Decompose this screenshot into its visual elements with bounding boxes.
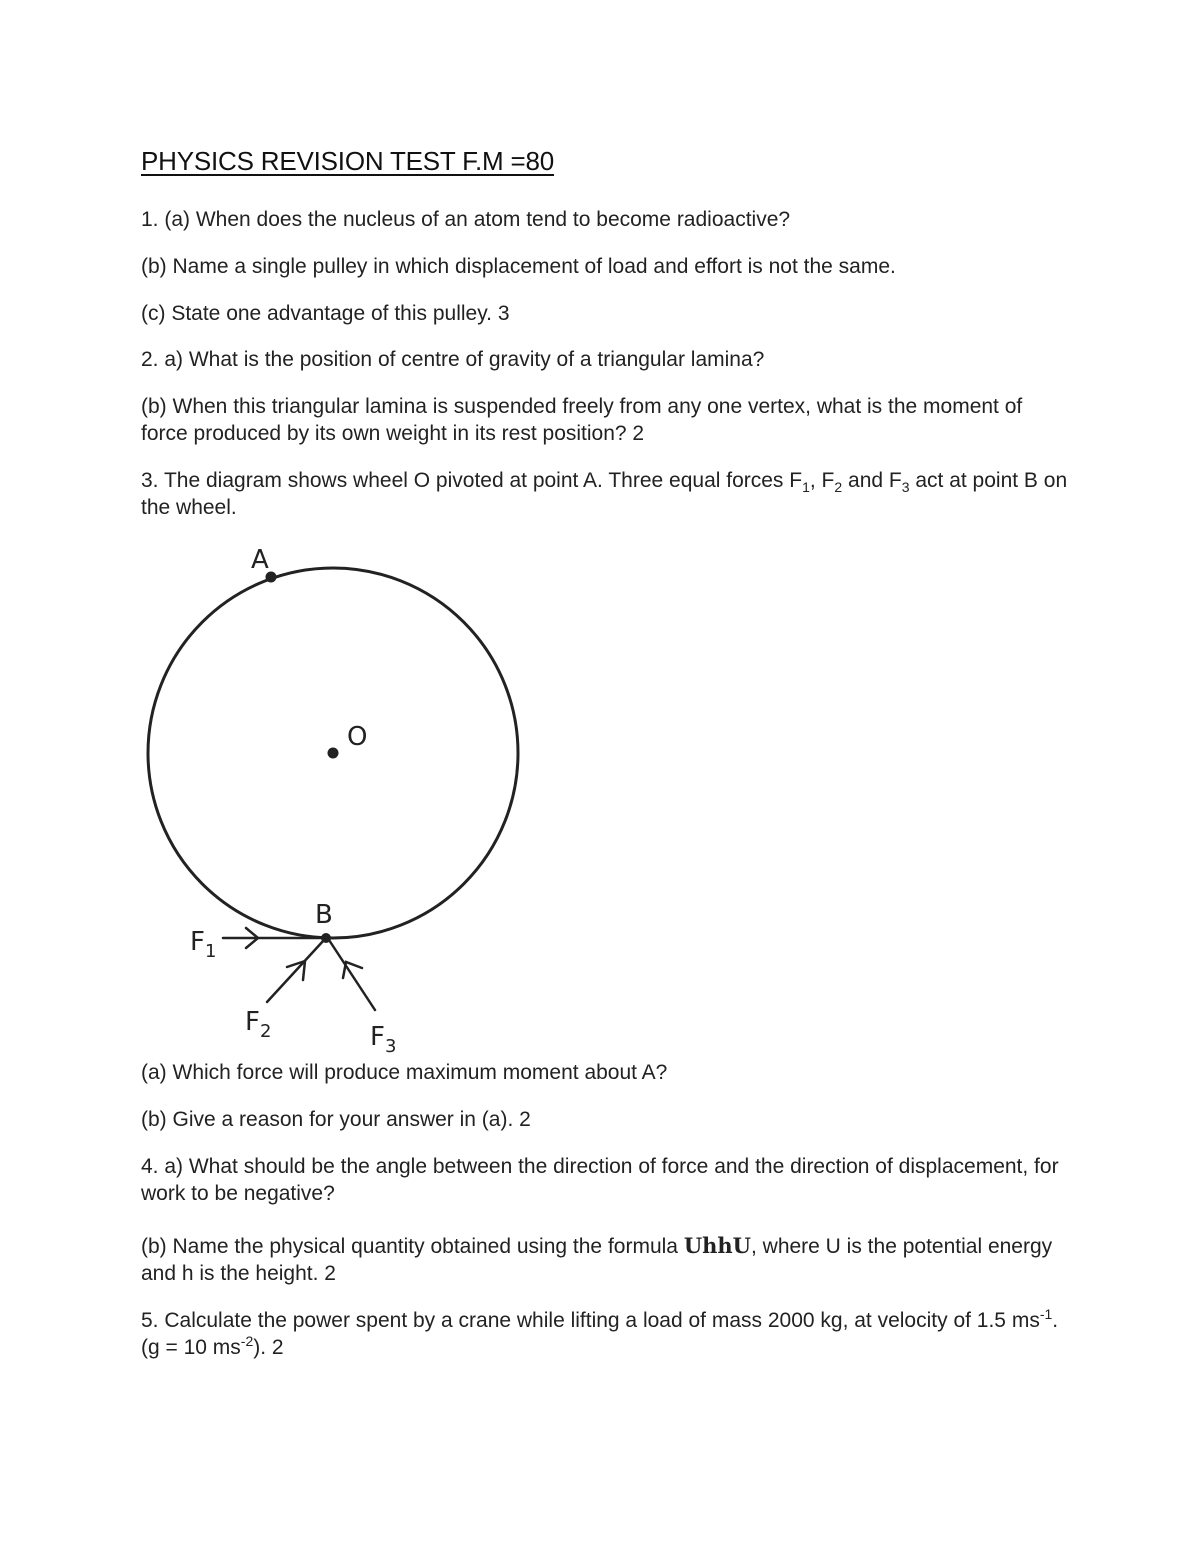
label-f2-letter: F: [245, 1007, 260, 1037]
force-f2-arrow: [267, 940, 324, 1002]
label-b: B: [315, 900, 333, 930]
question-2b: (b) When this triangular lamina is suspended freely from any one vertex, what is the moment of force produced by its own weight in its rest position? 2: [141, 395, 1023, 445]
label-f1: [190, 927, 216, 962]
question-1c: (c) State one advantage of this pulley. 3: [141, 302, 510, 325]
question-4b-text-1: (b) Name the physical quantity obtained using the formula: [141, 1235, 684, 1258]
question-1a: 1. (a) When does the nucleus of an atom tend to become radioactive?: [141, 208, 791, 231]
wheel-diagram: [140, 540, 540, 1055]
question-5-text-2: . (g = 10 ms: [141, 1309, 1059, 1359]
question-5-sup-1: -1: [1039, 1306, 1053, 1322]
question-4b: [141, 1232, 1071, 1287]
question-3b: (b) Give a reason for your answer in (a). 2: [141, 1108, 531, 1131]
question-4b-formula: UhhU: [683, 1233, 751, 1258]
question-1b: (b) Name a single pulley in which displacement of load and effort is not the same.: [141, 255, 896, 278]
label-f1-letter: F: [190, 927, 205, 957]
question-3-text-1: 3. The diagram shows wheel O pivoted at point A. Three equal forces F: [141, 469, 803, 492]
question-3-text-2: , F: [809, 469, 835, 492]
question-5-text-3: ). 2: [253, 1336, 284, 1359]
question-3-sub-2: 2: [834, 479, 843, 496]
question-2a: 2. a) What is the position of centre of gravity of a triangular lamina?: [141, 348, 765, 371]
label-f2-sub: 2: [259, 1021, 272, 1042]
question-3-text-3: and F: [842, 469, 902, 492]
question-5: [141, 1307, 1071, 1361]
force-f3-arrow: [329, 940, 375, 1010]
question-3a: (a) Which force will produce maximum moment about A?: [141, 1061, 668, 1084]
label-f1-sub: 1: [204, 941, 217, 962]
question-4b-text-2: , where U is the potential energy and h is the height. 2: [141, 1235, 1053, 1285]
page-title: PHYSICS REVISION TEST F.M =80: [141, 146, 554, 176]
question-4a: 4. a) What should be the angle between the direction of force and the direction of displacement, for work to be negative?: [141, 1155, 1059, 1205]
label-f3: [370, 1022, 396, 1055]
question-5-text-1: 5. Calculate the power spent by a crane while lifting a load of mass 2000 kg, at velocity of 1.5 ms: [141, 1309, 1040, 1332]
question-3-text-4: act at point B on the wheel.: [141, 469, 1068, 519]
question-3-intro: [141, 467, 1071, 521]
force-f1-arrow: [223, 928, 324, 948]
question-5-sup-2: -2: [240, 1333, 254, 1349]
label-o: O: [347, 722, 368, 752]
label-f2: [245, 1007, 271, 1042]
point-o-dot: [328, 748, 339, 759]
question-3-sub-3: 3: [901, 479, 910, 496]
label-f3-letter: F: [370, 1022, 385, 1052]
question-3-sub-1: 1: [802, 479, 810, 496]
label-a: A: [251, 545, 269, 575]
label-f3-sub: 3: [384, 1036, 397, 1055]
